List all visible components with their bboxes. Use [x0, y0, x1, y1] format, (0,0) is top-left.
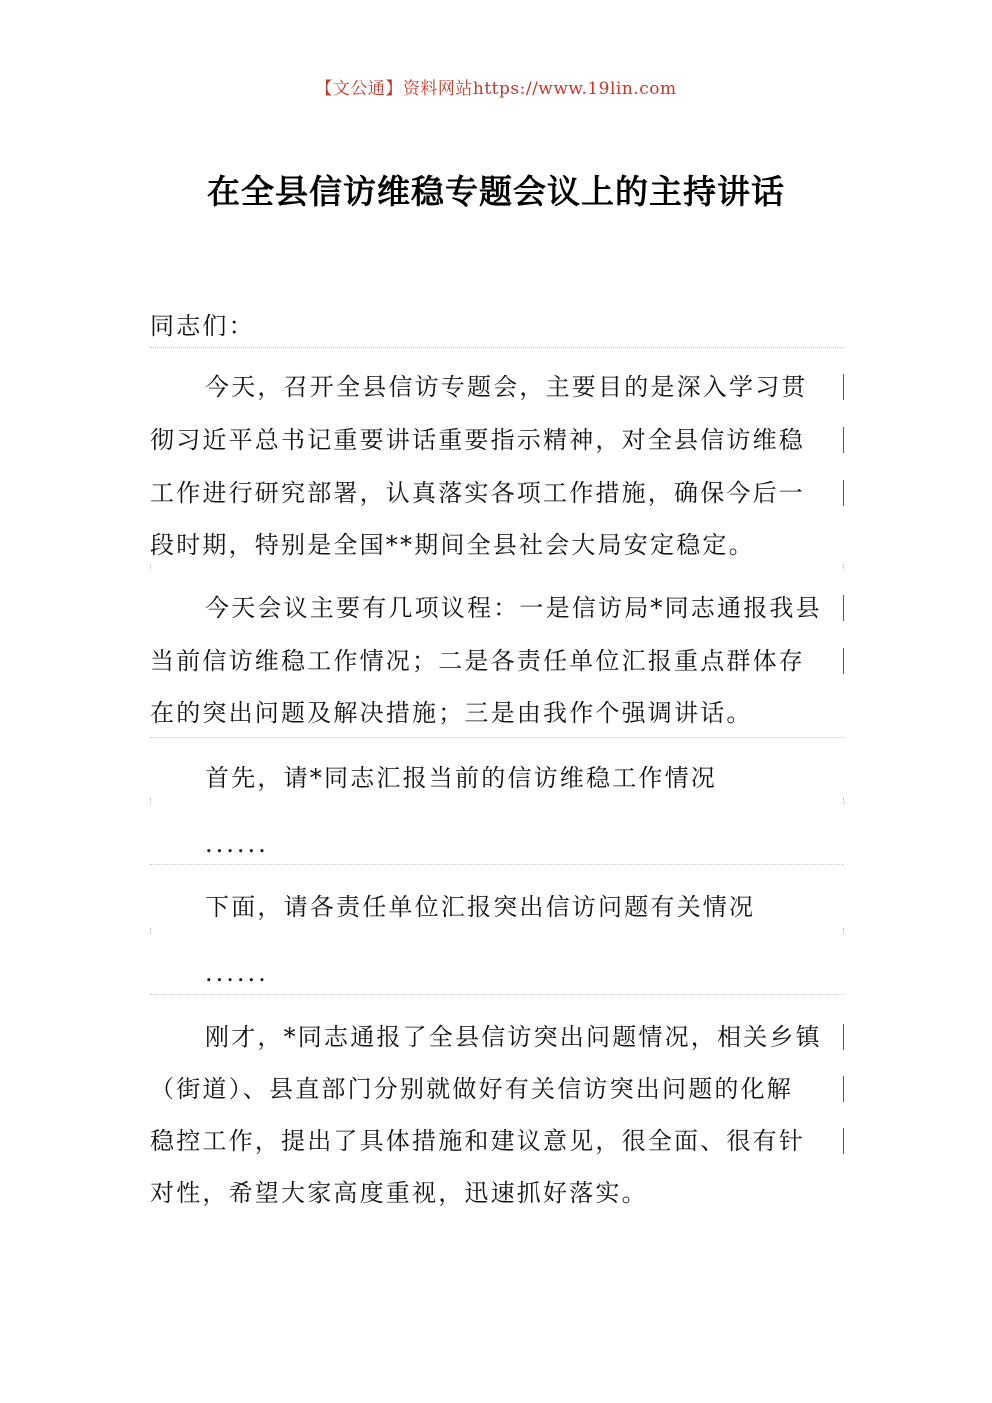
- document-title: 在全县信访维稳专题会议上的主持讲话: [207, 172, 785, 211]
- paragraph-line: 当前信访维稳工作情况；二是各责任单位汇报重点群体存: [150, 647, 805, 675]
- corner-mark: [150, 928, 151, 934]
- salutation: 同志们：: [150, 312, 255, 340]
- margin-bar: [843, 1076, 844, 1102]
- margin-bar: [843, 595, 844, 621]
- corner-mark: [843, 564, 844, 570]
- margin-bar: [843, 374, 844, 400]
- corner-mark: [150, 798, 151, 804]
- paragraph-line: （街道）、县直部门分别就做好有关信访突出问题的化解: [150, 1075, 793, 1103]
- paragraph-line: 彻习近平总书记重要讲话重要指示精神，对全县信访维稳: [150, 426, 805, 454]
- margin-bar: [843, 480, 844, 506]
- margin-bar: [843, 648, 844, 674]
- paragraph-line: 今天，召开全县信访专题会，主要目的是深入学习贯: [205, 373, 808, 401]
- paragraph-line: 对性，希望大家高度重视，迅速抓好落实。: [150, 1179, 648, 1207]
- margin-bar: [843, 1128, 844, 1154]
- corner-mark: [150, 564, 151, 570]
- paragraph-line: 工作进行研究部署，认真落实各项工作措施，确保今后一: [150, 479, 805, 507]
- margin-bar: [843, 427, 844, 453]
- corner-mark: [843, 928, 844, 934]
- ellipsis-line: ......: [205, 830, 269, 858]
- paragraph-line: 刚才，*同志通报了全县信访突出问题情况，相关乡镇: [205, 1023, 822, 1051]
- paragraph-divider: [150, 864, 844, 865]
- paragraph-divider: [150, 737, 844, 738]
- paragraph-line: 下面，请各责任单位汇报突出信访问题有关情况: [205, 893, 756, 921]
- paragraph-line: 段时期，特别是全国**期间全县社会大局安定稳定。: [150, 531, 755, 559]
- source-link[interactable]: 【文公通】资料网站https://www.19lin.com: [315, 79, 677, 99]
- paragraph-line: 稳控工作，提出了具体措施和建议意见，很全面、很有针: [150, 1127, 805, 1155]
- paragraph-divider: [150, 994, 844, 995]
- paragraph-line: 首先，请*同志汇报当前的信访维稳工作情况: [205, 764, 717, 792]
- corner-mark: [843, 798, 844, 804]
- ellipsis-line: ......: [205, 959, 269, 987]
- margin-bar: [843, 1024, 844, 1050]
- paragraph-line: 在的突出问题及解决措施；三是由我作个强调讲话。: [150, 699, 753, 727]
- paragraph-line: 今天会议主要有几项议程：一是信访局*同志通报我县: [205, 594, 822, 622]
- paragraph-divider: [150, 347, 844, 348]
